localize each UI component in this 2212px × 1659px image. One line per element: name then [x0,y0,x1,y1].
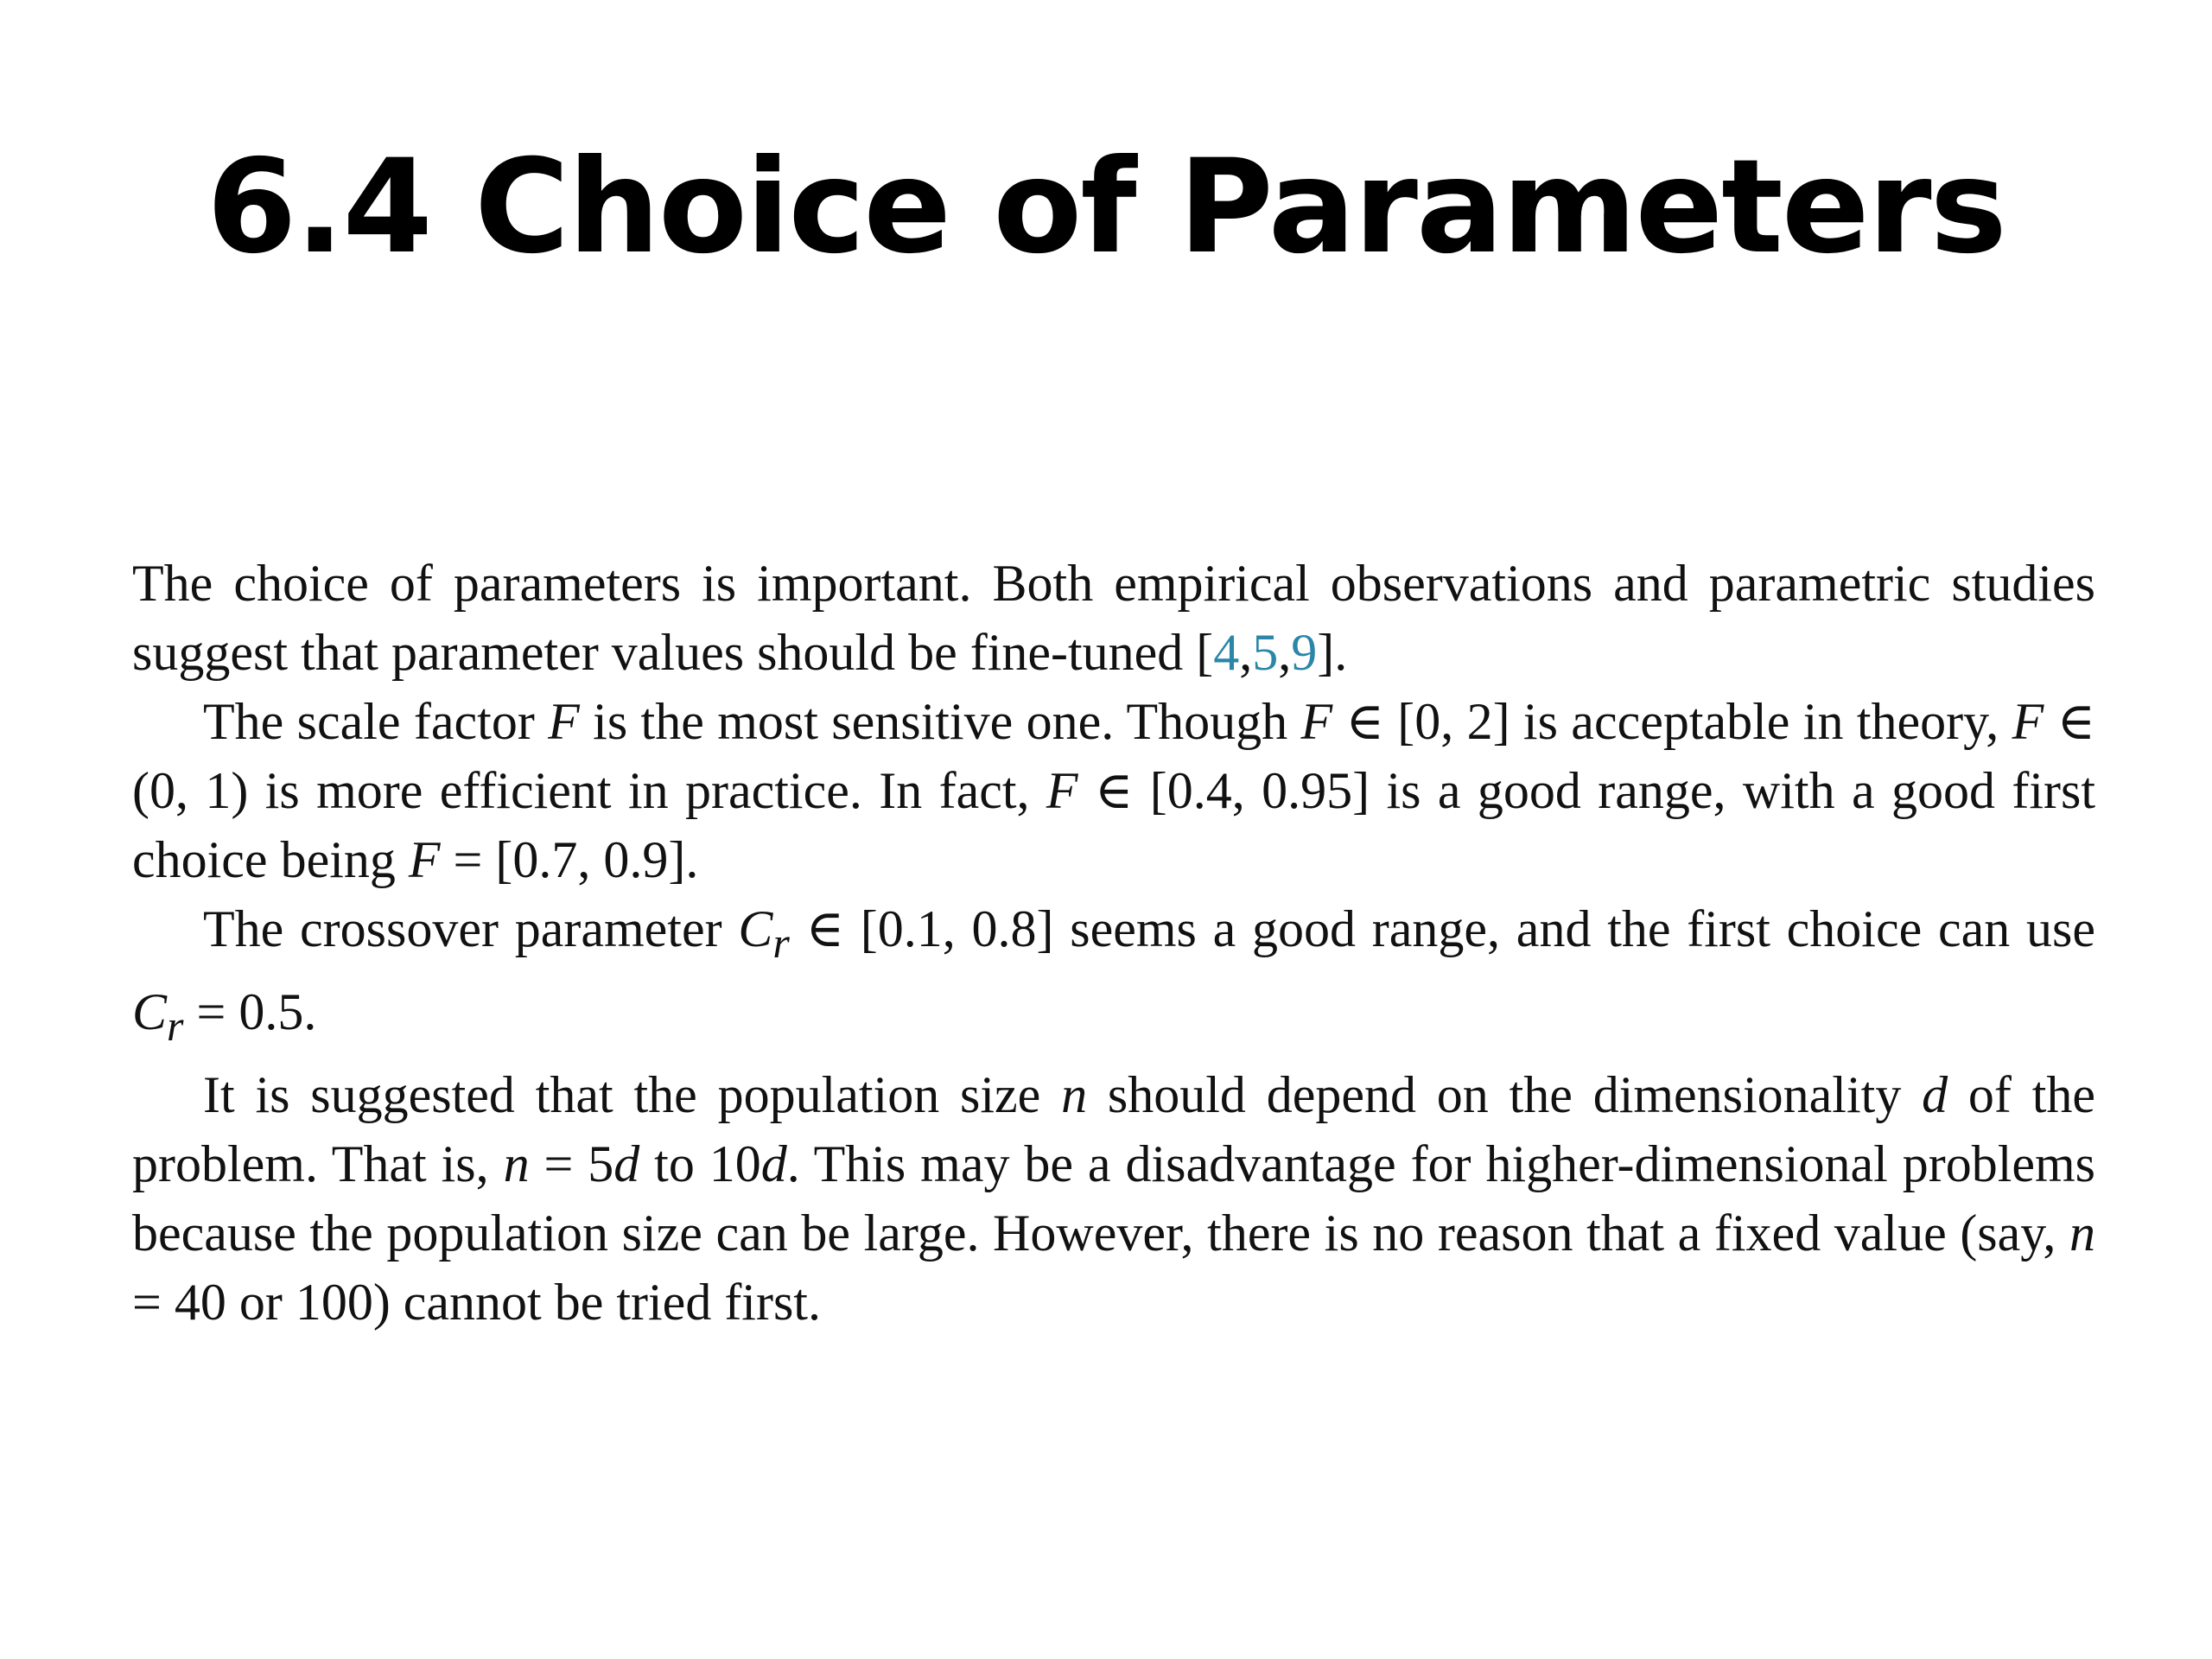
text-segment: to 10 [639,1135,761,1192]
math-variable-n: n [2069,1205,2095,1262]
text-segment: should depend on the dimensionality [1087,1066,1923,1123]
paragraph-crossover [132,894,2095,1060]
text-segment: = 40 or 100) cannot be tried first. [132,1274,821,1331]
text-segment: of the problem. That is, [132,1066,2096,1192]
math-variable-F: F [2012,693,2044,750]
text-segment: ∈ [0.1, 0.8] seems a good range, and the first choice can use [789,900,2096,957]
text-segment: ∈ (0, 1) is more efficient in practice. In fact, [132,693,2095,819]
text-segment: = 0.5. [183,983,317,1040]
math-variable-C: C [738,900,773,957]
math-variable-F: F [1046,762,1078,819]
math-variable-n: n [1061,1066,1088,1123]
math-variable-F: F [408,831,441,888]
paragraph-intro-text: The choice of parameters is important. Both empirical observations and parametric studies suggest that parameter values should be fine-tuned [ [132,555,2095,681]
paragraph-intro [132,549,2095,687]
paragraph-population [132,1060,2095,1337]
text-segment: The crossover parameter [203,900,739,957]
text-segment: . This may be a disadvantage for higher-dimensional problems because the population size can be large. However, there is no reason that a fixed value (say, [132,1135,2096,1262]
math-variable-F: F [1300,693,1333,750]
slide-title: 6.4 Choice of Parameters [207,132,2005,283]
math-variable-F: F [548,693,580,750]
paragraph-scale-factor [132,687,2095,894]
text-segment: = 5 [529,1135,614,1192]
citation-separator: , [1239,624,1253,681]
text-segment: ∈ [0.4, 0.95] is a good range, with a good first choice being [132,762,2096,888]
math-subscript-r: r [167,1001,184,1050]
citation-separator: , [1278,624,1292,681]
citation-link-5[interactable]: 5 [1252,624,1279,681]
math-subscript-r: r [772,918,790,967]
slide-body [132,549,2095,1337]
math-variable-n: n [503,1135,530,1192]
math-variable-C: C [132,983,168,1040]
text-segment: It is suggested that the population size [203,1066,1062,1123]
math-variable-d: d [1922,1066,1948,1123]
text-segment: = [0.7, 0.9]. [440,831,699,888]
text-segment: The scale factor [203,693,549,750]
citation-link-4[interactable]: 4 [1213,624,1240,681]
text-segment: is the most sensitive one. Though [579,693,1301,750]
text-segment: ∈ [0, 2] is acceptable in theory, [1332,693,2012,750]
citation-link-9[interactable]: 9 [1291,624,1318,681]
math-variable-d: d [760,1135,787,1192]
math-variable-d: d [613,1135,640,1192]
citation-close: ]. [1317,624,1348,681]
